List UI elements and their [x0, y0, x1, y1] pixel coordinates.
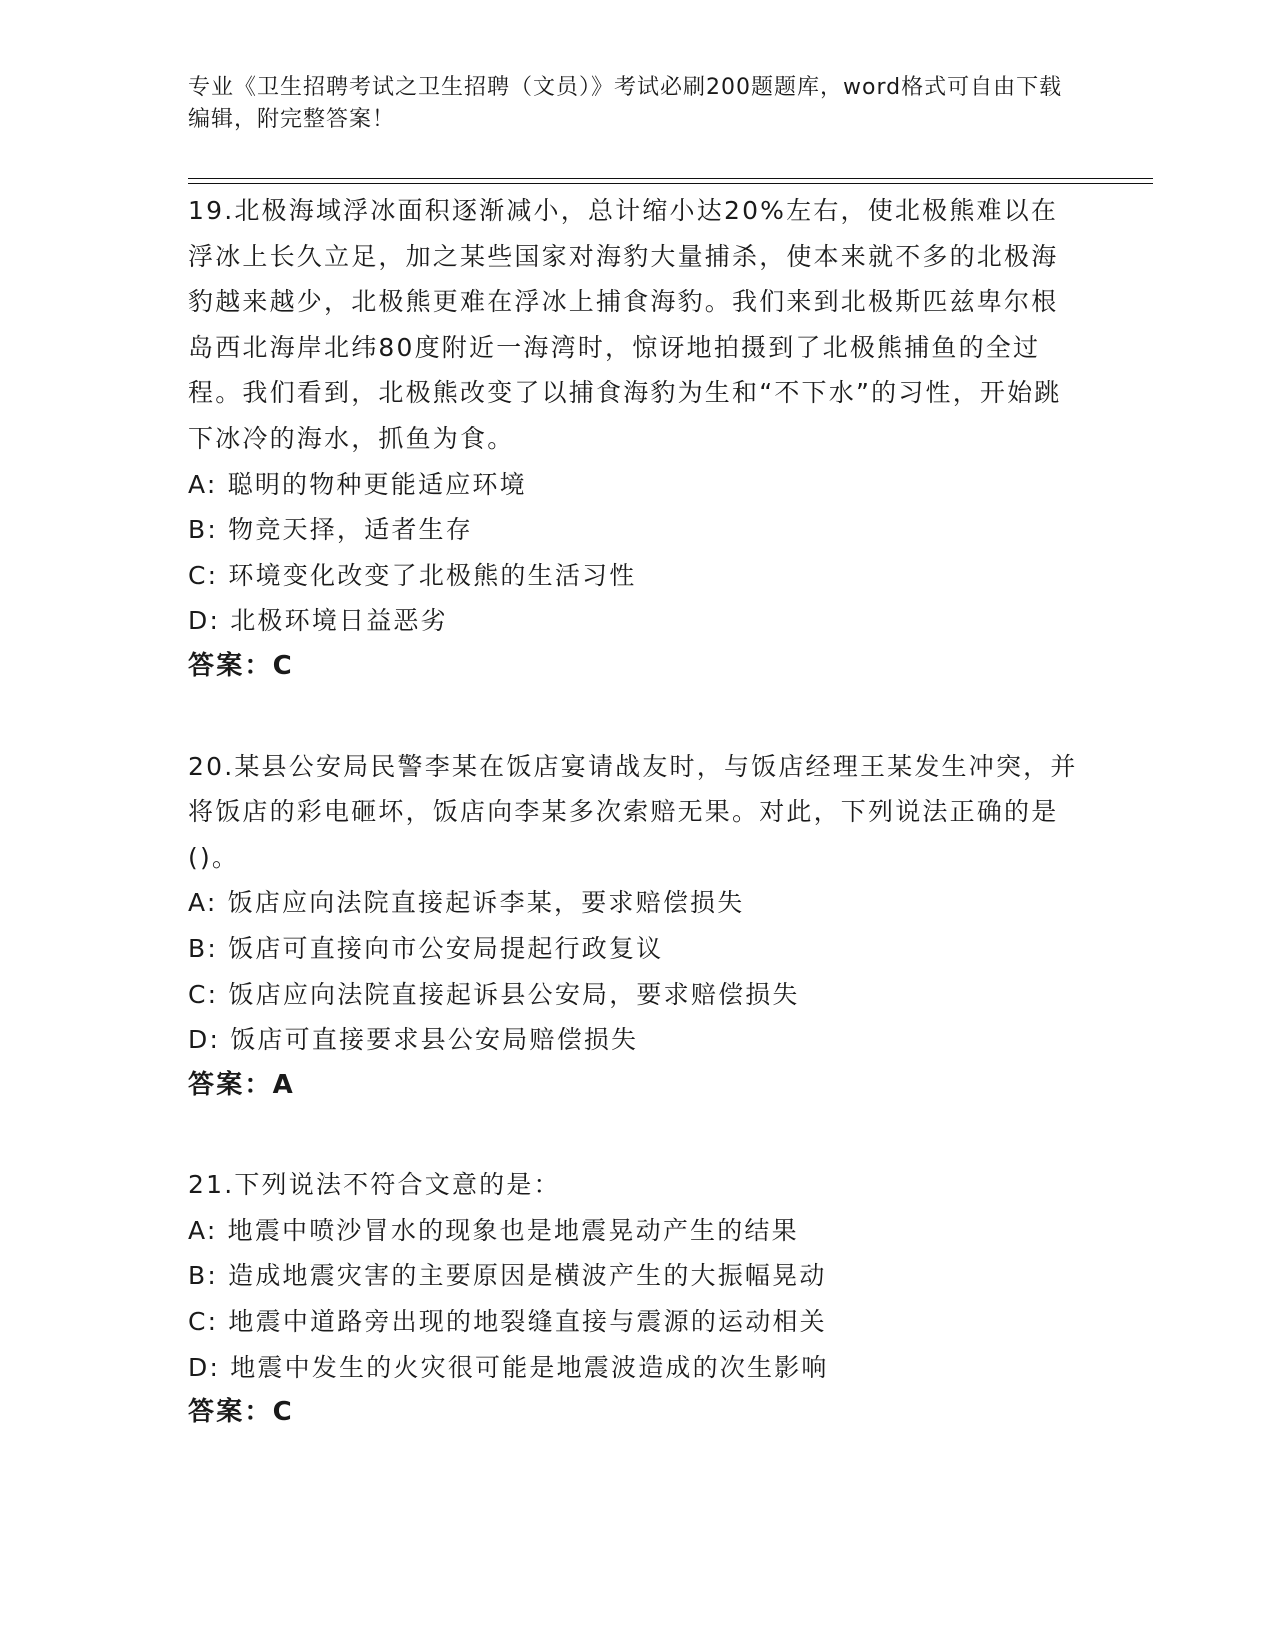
answer-label: 答案：C	[188, 1397, 294, 1428]
option-a: A: 地震中喷沙冒水的现象也是地震晃动产生的结果	[188, 1215, 799, 1245]
header-divider-bottom	[188, 183, 1153, 184]
option-d: D: 地震中发生的火灾很可能是地震波造成的次生影响	[188, 1352, 829, 1382]
option-b: B: 饭店可直接向市公安局提起行政复议	[188, 933, 664, 963]
answer-label: 答案：C	[188, 650, 294, 681]
question-list	[188, 188, 1078, 1490]
option-d: D: 北极环境日益恶劣	[188, 606, 448, 636]
question-21	[188, 1162, 1078, 1436]
question-19	[188, 188, 1078, 690]
question-stem: 19.北极海域浮冰面积逐渐减小，总计缩小达20%左右，使北极熊难以在浮冰上长久立足，加之某些国家对海豹大量捕杀，使本来就不多的北极海豹越来越少，北极熊更难在浮冰上捕食海豹。我们来到北极斯匹兹卑尔根岛西北海岸北纬80度附近一海湾时，惊讶地拍摄到了北极熊捕鱼的全过程。我们看到，北极熊改变了以捕食海豹为生和“不下水”的习性，开始跳下冰冷的海水，抓鱼为食。	[188, 196, 1062, 453]
option-b: B: 物竞天择，适者生存	[188, 515, 473, 545]
answer-label: 答案：A	[188, 1069, 295, 1100]
option-a: A: 饭店应向法院直接起诉李某，要求赔偿损失	[188, 888, 745, 918]
option-c: C: 饭店应向法院直接起诉县公安局，要求赔偿损失	[188, 979, 800, 1009]
question-20	[188, 744, 1078, 1109]
option-a: A: 聪明的物种更能适应环境	[188, 469, 527, 499]
option-c: C: 环境变化改变了北极熊的生活习性	[188, 560, 637, 590]
option-b: B: 造成地震灾害的主要原因是横波产生的大振幅晃动	[188, 1261, 827, 1291]
question-stem: 20.某县公安局民警李某在饭店宴请战友时，与饭店经理王某发生冲突，并将饭店的彩电砸坏，饭店向李某多次索赔无果。对此，下列说法正确的是()。	[188, 751, 1078, 872]
question-stem: 21.下列说法不符合文意的是：	[188, 1170, 561, 1200]
option-d: D: 饭店可直接要求县公安局赔偿损失	[188, 1025, 639, 1055]
option-c: C: 地震中道路旁出现的地裂缝直接与震源的运动相关	[188, 1307, 827, 1337]
document-header: 专业《卫生招聘考试之卫生招聘（文员）》考试必刷200题题库，word格式可自由下载编辑，附完整答案！	[188, 75, 1063, 132]
header-divider-top	[188, 178, 1153, 179]
